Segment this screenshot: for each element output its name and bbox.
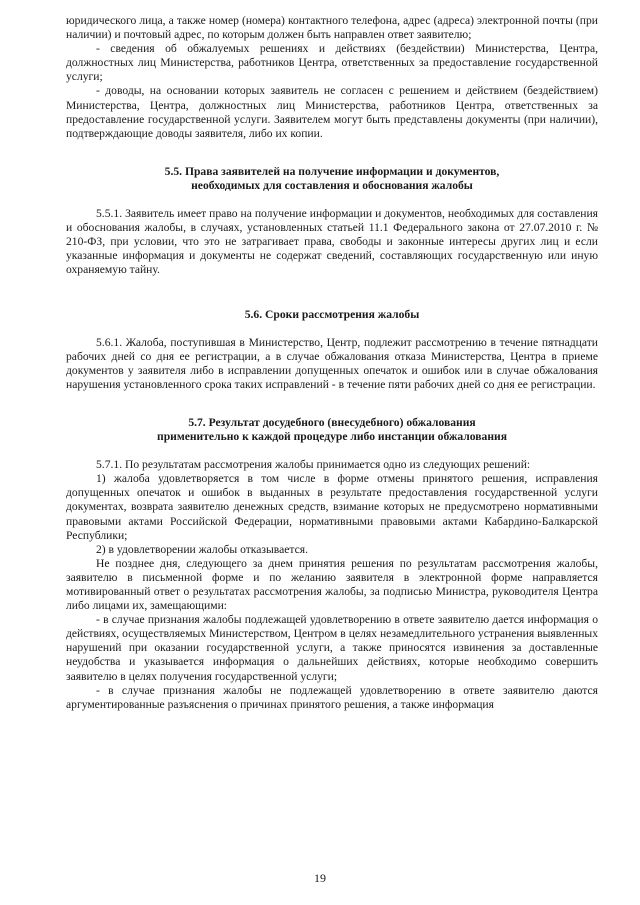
spacer: [66, 392, 598, 416]
section-5-5-paragraph-1: 5.5.1. Заявитель имеет право на получение информации и документов, необходимых для составления и обоснования жалобы, в случаях, установленных статьей 11.1 Федерального закона от 27.07.2010 г. № 210-ФЗ, при условии, что это не затрагивает права, свободы и законные интересы других лиц и если указанные информация и документы не содержат сведений, составляющих государственную или иную охраняемую тайну.: [66, 207, 598, 277]
spacer: [66, 444, 598, 458]
spacer: [66, 141, 598, 165]
section-5-7-heading-line-1: 5.7. Результат досудебного (внесудебного) обжалования: [188, 415, 476, 429]
section-5-7-paragraph-6: - в случае признания жалобы не подлежащей удовлетворению в ответе заявителю даются аргументированные разъяснения о причинах принятого решения, а также информация: [66, 683, 598, 711]
section-5-6-paragraph-1: 5.6.1. Жалоба, поступившая в Министерство, Центр, подлежит рассмотрению в течение пятнадцати рабочих дней со дня ее регистрации, а в случае обжалования отказа Министерства, Центра в приеме документов у заявителя либо в исправлении допущенных опечаток и ошибок или в случае обжалования нарушения установленного срока таких исправлений - в течение пяти рабочих дней со дня ее регистрации.: [66, 335, 598, 391]
section-5-7-heading-line-2: применительно к каждой процедуре либо инстанции обжалования: [157, 430, 507, 444]
section-5-7-paragraph-5: - в случае признания жалобы подлежащей удовлетворению в ответе заявителю дается информация о действиях, осуществляемых Министерством, Центром в целях незамедлительного устранения выявленных нарушений при оказании государственной услуги, а также приносятся извинения за доставленные неудобства и указывается информация о дальнейших действиях, которые необходимо совершить заявителю в целях получения государственной услуги;: [66, 613, 598, 683]
section-5-6-heading: 5.6. Сроки рассмотрения жалобы: [244, 307, 420, 321]
section-5-5-heading-line-2: необходимых для составления и обоснования жалобы: [191, 178, 473, 192]
spacer: [66, 322, 598, 336]
spacer: [66, 278, 598, 308]
section-5-5-heading-line-1: 5.5. Права заявителей на получение информации и документов,: [164, 164, 500, 178]
section-5-7-paragraph-3: 2) в удовлетворении жалобы отказывается.: [96, 542, 308, 556]
section-5-7-paragraph-1: 5.7.1. По результатам рассмотрения жалобы принимается одно из следующих решений:: [96, 458, 531, 472]
section-5-7-paragraph-4: Не позднее дня, следующего за днем принятия решения по результатам рассмотрения жалобы, заявителю в письменной форме и по желанию заявителя в электронной форме направляется мотивированный ответ о результатах рассмотрения жалобы, за подписью Министра, руководителя Центра либо лицами их, замещающими:: [66, 556, 598, 613]
intro-paragraph-3: - доводы, на основании которых заявитель не согласен с решением и действием (бездействием) Министерства, Центра, должностных лиц Министерства, работников Центра, ответственных за предоставление государственной услуги. Заявителем могут быть представлены документы (при наличии), подтверждающие доводы заявителя, либо их копии.: [66, 84, 598, 140]
intro-paragraph-2: - сведения об обжалуемых решениях и действиях (бездействии) Министерства, Центра, должностных лиц Министерства, работников Центра, ответственных за предоставление государственной услуги;: [66, 42, 598, 84]
section-5-7-paragraph-2: 1) жалоба удовлетворяется в том числе в форме отмены принятого решения, исправления допущенных опечаток и ошибок в выданных в результате предоставления государственной услуги документах, возврата заявителю денежных средств, взимание которых не предусмотрено нормативными правовыми актами Российской Федерации, нормативными правовыми актами Кабардино-Балкарской Республики;: [66, 472, 598, 542]
page-number: 19: [314, 871, 326, 885]
intro-paragraph-1: юридического лица, а также номер (номера) контактного телефона, адрес (адреса) электронной почты (при наличии) и почтовый адрес, по которым должен быть направлен ответ заявителю;: [66, 14, 598, 42]
spacer: [66, 193, 598, 207]
